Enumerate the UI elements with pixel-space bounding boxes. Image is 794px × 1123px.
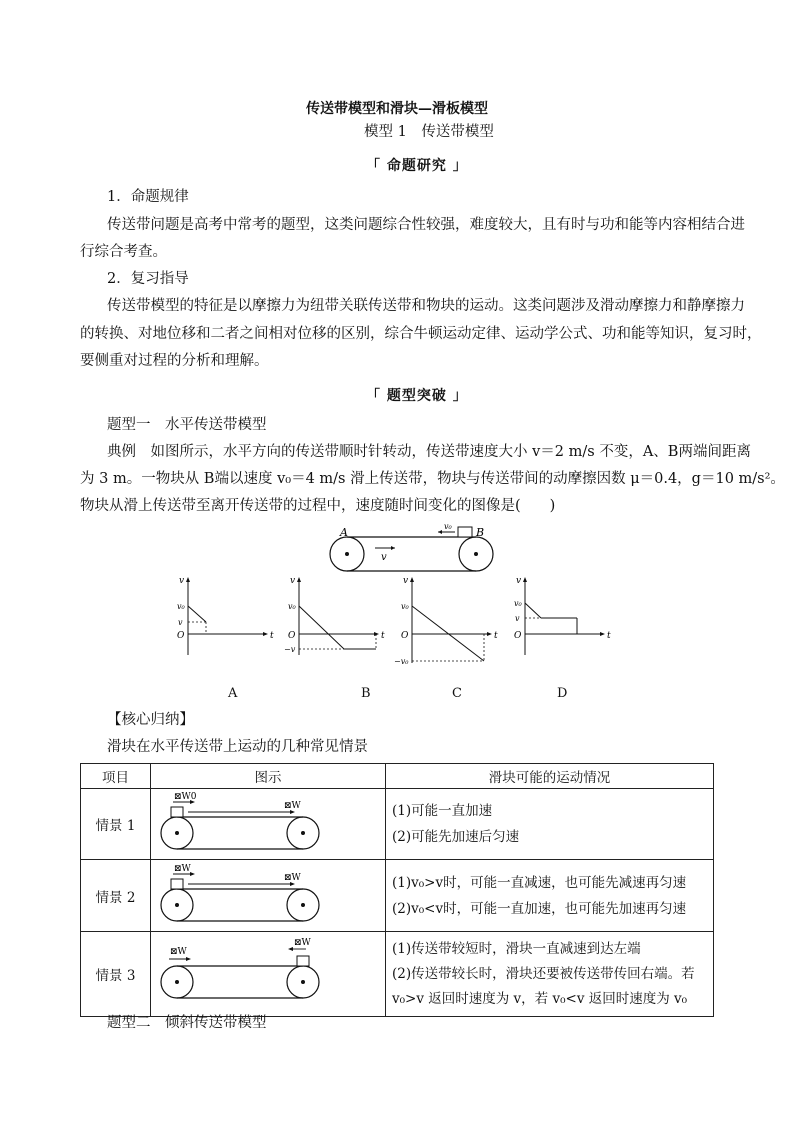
motion-line: (1)传送带较短时，滑块一直减速到达左端 [392, 940, 641, 957]
scenario-motion [386, 932, 714, 1017]
origin-label: O [288, 631, 296, 641]
motion-line: (2)可能先加速后匀速 [392, 829, 520, 845]
heading-rule: 1．命题规律 [107, 189, 189, 205]
end-label-b: B [476, 526, 485, 539]
axis-v-label: v [290, 576, 296, 586]
graph-option-d [505, 573, 620, 663]
v0-tick-label: v₀ [288, 602, 296, 611]
block-speed-tag: ⊠W0 [174, 792, 197, 802]
belt-velocity-label: v [381, 552, 387, 563]
scenario-table [80, 763, 714, 1017]
scenario-label: 情景 3 [81, 932, 151, 1017]
table-header-diagram: 图示 [151, 764, 386, 789]
axis-t-label: t [381, 631, 385, 641]
table-row [81, 789, 714, 860]
scenario-diagram-cell [151, 789, 386, 860]
section-heading-research: 「 命题研究 」 [366, 158, 468, 174]
example-line2: 为 3 m。一物块从 B端以速度 v₀＝4 m/s 滑上传送带，物块与传送带间的动摩擦因数 μ＝0.4，g＝10 m/s²。 [80, 471, 785, 487]
origin-label: O [177, 631, 185, 641]
axis-t-label: t [494, 631, 498, 641]
table-row [81, 932, 714, 1017]
belt-speed-tag: ⊠W [284, 801, 301, 811]
paragraph-rule-line1: 传送带问题是高考中常考的题型，这类问题综合性较强，难度较大，且有时与功和能等内容相结合进 [107, 217, 745, 233]
heading-review: 2．复习指导 [107, 271, 189, 287]
paragraph-review-line2: 的转换、对地位移和二者之间相对位移的区别，综合牛顿运动定律、运动学公式、功和能等知识，复习时， [80, 326, 762, 342]
belt-speed-tag: ⊠W [170, 947, 187, 957]
paragraph-review-line3: 要侧重对过程的分析和理解。 [80, 353, 269, 369]
graph-option-a [168, 573, 283, 663]
page-title: 传送带模型和滑块—滑板模型 [306, 101, 488, 117]
scenario-label: 情景 2 [81, 860, 151, 932]
graph-option-c [392, 573, 507, 668]
option-label-b: B [361, 686, 371, 701]
block-speed-tag: ⊠W [174, 864, 191, 874]
block-speed-tag: ⊠W [294, 938, 311, 948]
scenario-label: 情景 1 [81, 789, 151, 860]
conveyor-figure [320, 520, 500, 574]
summary-heading: 【核心归纳】 [107, 712, 194, 728]
v0-tick-label: v₀ [177, 602, 185, 611]
scenario-motion [386, 860, 714, 932]
type-one-heading: 题型一 水平传送带模型 [107, 417, 267, 433]
end-label-a: A [340, 526, 348, 539]
graph-option-b [279, 573, 394, 663]
neg-v-tick-label: −v [284, 645, 296, 654]
v0-tick-label: v₀ [514, 599, 522, 608]
option-label-a: A [228, 686, 238, 701]
table-header-item: 项目 [81, 764, 151, 789]
origin-label: O [401, 631, 409, 641]
block-velocity-label: v₀ [444, 522, 452, 531]
origin-label: O [514, 631, 522, 641]
paragraph-review-line1: 传送带模型的特征是以摩擦力为纽带关联传送带和物块的运动。这类问题涉及滑动摩擦力和静摩擦力 [107, 298, 745, 314]
axis-v-label: v [179, 576, 185, 586]
belt-speed-tag: ⊠W [284, 873, 301, 883]
summary-intro: 滑块在水平传送带上运动的几种常见情景 [107, 739, 368, 755]
v0-tick-label: v₀ [401, 602, 409, 611]
option-label-c: C [452, 686, 462, 701]
option-label-d: D [557, 686, 568, 701]
v-tick-label: v [178, 618, 183, 627]
subtitle: 模型 1 传送带模型 [364, 124, 494, 140]
scenario-motion [386, 789, 714, 860]
motion-line: v₀>v 返回时速度为 v，若 v₀<v 返回时速度为 v₀ [392, 990, 688, 1007]
neg-v0-tick-label: −v₀ [394, 657, 409, 666]
axis-t-label: t [270, 631, 274, 641]
section-heading-breakthrough: 「 题型突破 」 [366, 388, 468, 404]
scenario-diagram [151, 789, 385, 855]
scenario-diagram [151, 860, 385, 927]
type-two-heading: 题型二 倾斜传送带模型 [107, 1015, 267, 1031]
example-line3: 物块从滑上传送带至离开传送带的过程中，速度随时间变化的图像是( ) [80, 498, 556, 514]
v-tick-label: v [515, 614, 520, 623]
axis-v-label: v [516, 576, 522, 586]
scenario-diagram-cell [151, 932, 386, 1017]
axis-t-label: t [607, 631, 611, 641]
motion-line: (2)v₀<v时，可能一直加速，也可能先加速再匀速 [392, 900, 687, 917]
scenario-diagram-cell [151, 860, 386, 932]
example-line1: 典例 如图所示，水平方向的传送带顺时针转动，传送带速度大小 v＝2 m/s 不变，A、B两端间距离 [107, 444, 751, 460]
motion-line: (1)可能一直加速 [392, 803, 493, 819]
motion-line: (2)传送带较长时，滑块还要被传送带传回右端。若 [392, 965, 695, 982]
scenario-diagram [151, 932, 385, 1012]
table-header-motion: 滑块可能的运动情况 [386, 764, 714, 789]
motion-line: (1)v₀>v时，可能一直减速，也可能先减速再匀速 [392, 874, 687, 891]
paragraph-rule-line2: 行综合考查。 [80, 244, 167, 260]
table-row [81, 860, 714, 932]
axis-v-label: v [403, 576, 409, 586]
